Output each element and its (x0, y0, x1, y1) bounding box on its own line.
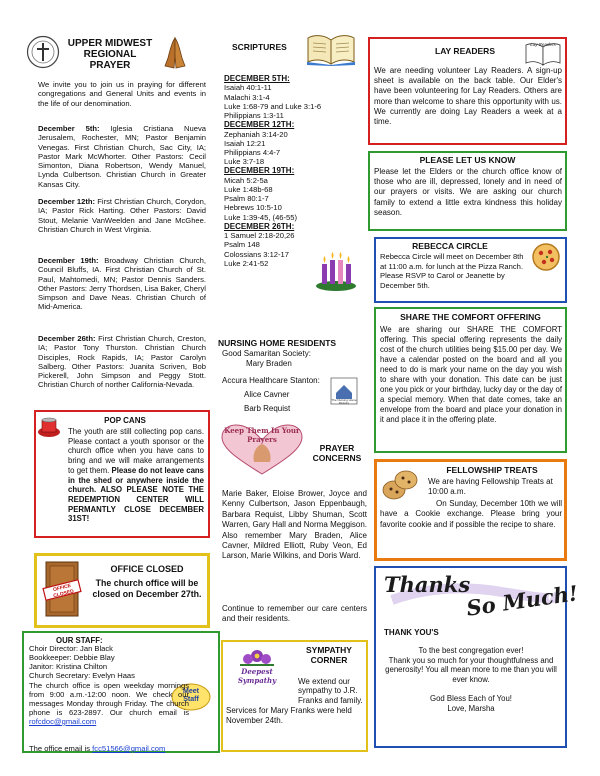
prayer-title-3: PRAYER (89, 60, 131, 72)
staff-title: OUR STAFF: (56, 636, 103, 645)
office-email-link[interactable]: fcc51566@gmail.com (92, 744, 166, 753)
lay-readers-title: LAY READERS (435, 46, 495, 56)
pizza-icon (530, 242, 562, 272)
prayer-title-1: UPPER MIDWEST (67, 38, 153, 49)
pop-cans-text: The youth are still collecting pop cans. Please contact a youth sponsor or the church office when you have cans to bring and we will make arrangements to get them. Please do not leave cans in the shed or anywhere inside the church. ALSO PLEASE NOTE THE REDEMPTION CENTER WILL PERMANTLY CLOSE DECEMBER 31ST! (68, 427, 205, 524)
scripture-ref: Malachi 3:1-4 (224, 92, 270, 102)
keep-them-caption: Keep Them In Your Prayers (224, 426, 300, 444)
prayer-title-2: REGIONAL (83, 49, 137, 61)
office-closed-title: OFFICE CLOSED (110, 564, 184, 574)
scripture-ref: Philippians 4:4-7 (224, 148, 281, 158)
scripture-ref: Colossians 3:12-17 (224, 249, 290, 259)
scripture-ref: Isaiah 40:1-11 (224, 83, 272, 93)
lay-readers-text: We are needing volunteer Lay Readers. A sign-up sheet is available on the back table. Our Elder's have been volunteering for Lay Readers. Others are more than welcome to share this opportunity with us. We currently are doing Lay Readers a week at a time. (374, 66, 562, 127)
scripture-ref: Psalm 80:1-7 (224, 194, 269, 204)
staff-list (29, 645, 199, 681)
rebecca-circle-text: Rebecca Circle will meet on December 8th at 11:00 a.m. for lunch at the Pizza Ranch. Please RSVP to Carol or Jeanette by December 5th. (380, 252, 524, 290)
prayer-entry-2: December 12th: First Christian Church, Corydon, IA; Pastor Rick Harting. Other Pastors: David Stout, Melanie VanWeelden and Jane McGhee. Christian Church in West Virginia. (38, 197, 206, 234)
advent-candles-icon (314, 248, 358, 292)
church-email-link[interactable]: rofcdoc@gmail.com (29, 717, 97, 726)
nursing-resident: Alice Cavner (244, 390, 290, 399)
thanks-script-2: So Much! (464, 580, 580, 621)
prayer-intro: We invite you to join us in praying for different congregations and General Units and events in the life of our denomination. (38, 80, 206, 108)
prayer-entry-3: December 19th: Broadway Christian Church, Council Bluffs, IA. First Christian Church of St. Paul, Mahtomedi, MN; Pastor Dennis Sanders. Other Pastors: Jerry Thordsen, Lisa Baker, Cheryl Simpson and Dave Neas. Christian Church of Mid-America. (38, 256, 206, 312)
prayer-date: December 12th: (38, 197, 96, 206)
thanks-title: THANK YOU'S (384, 628, 439, 637)
scripture-ref: Hebrews 10:5-10 (224, 203, 282, 213)
prayer-concerns-note: Continue to remember our care centers and their residents. (222, 604, 367, 624)
scripture-date: DECEMBER 5TH: (224, 74, 290, 83)
staff-member: Bookkeeper: Debbie Blay (29, 652, 115, 662)
meet-staff-badge-text: Meet Staff (183, 688, 199, 703)
let-us-know-title: PLEASE LET US KNOW (419, 155, 516, 165)
prayer-entry-1: December 5th: Iglesia Cristiana Nueva Jerusalem, Rochester, MN; Pastor Benjamin Venegas. First Christian Church, Sac City, IA; Pastor Mark McWhorter. Other Pastors: Cecil Simonton, Diana Robertson, Wendy Manuel, Lynda Culbertson. Christian Church in Greater Kansas City. (38, 124, 206, 189)
nursing-place-1: Good Samaritan Society: (222, 349, 311, 358)
scripture-date: DECEMBER 26TH: (224, 221, 295, 231)
scripture-ref: Luke 1:68-79 and Luke 3:1-6 (224, 101, 322, 111)
staff-office-info: The church office is open weekday mornings from 9:00 a.m.-12:00 noon. We check our messages Monday through Friday. The church phone is 623-2897. Our church email is rofcdoc@gmail.com (29, 681, 189, 726)
scripture-date: DECEMBER 12TH: (224, 120, 295, 130)
comfort-text: We are sharing our SHARE THE COMFORT offering. This special offering represents the daily cost of the church utilities being $15.00 per day. We have a calendar posted on the board and all you need to do is mark your name on the day you wish to share with your donation. This date can be just one you pick or your birthday, lucky day or the day of a special memory. When that date comes, take an envelope from the board and place your donation in it and place it in the offering plate. (380, 325, 562, 424)
church-seal-icon (26, 35, 60, 69)
scripture-ref: Micah 5:2-5a (224, 175, 268, 185)
scripture-ref: 1 Samuel 2:18-20,26 (224, 231, 295, 241)
prayer-date: December 26th: (38, 334, 96, 343)
fellowship-text-2: On Sunday, December 10th we will have a Cookie exchange. Please bring your favorite cookie and if possible the recipe to share. (380, 499, 562, 529)
prayer-concerns-names: Marie Baker, Eloise Brower, Joyce and Kenny Culbertson, Jason Eppenbaugh, Barbara Requist, Libby Shuman, Scott Warren, Gary Hall and Norma Meggison. Also remember Mary Braden, Alice Cavner, Mildred Elliott, Ruby Veon, Ed Larson, Marie Wilkins, and Doris Ward. (222, 489, 367, 561)
prayer-concerns-title: PRAYER CONCERNS (312, 443, 362, 463)
nursing-title: NURSING HOME RESIDENTS (218, 338, 337, 348)
scripture-ref: Zephaniah 3:14-20 (224, 129, 288, 139)
sympathy-text: We extend our sympathy to J.R. Franks and family. Services for Mary Franks were held November 24th. (226, 677, 363, 725)
scripture-ref: Luke 1:48b-68 (224, 185, 273, 195)
scripture-ref: Luke 2:41-52 (224, 258, 269, 268)
office-closed-sign: OFFICE CLOSED (52, 582, 75, 599)
comfort-title: SHARE THE COMFORT OFFERING (400, 312, 541, 322)
praying-hands-icon (160, 36, 190, 70)
rebecca-circle-title: REBECCA CIRCLE (412, 241, 488, 251)
staff-member: Choir Director: Jan Black (29, 644, 113, 653)
scripture-ref: Psalm 148 (224, 240, 260, 250)
staff-office-email: The office email is fcc51566@gmail.com (29, 744, 166, 753)
recycle-can-icon (36, 414, 62, 438)
scriptures-list (224, 74, 339, 268)
let-us-know-text: Please let the Elders or the church office know of those who are ill, depressed, lonely and in need of our prayers or visits. We are asking our church family to extend a little extra kindness this holiday season. (374, 167, 562, 217)
scripture-ref: Luke 1:39-45, (46-55) (224, 212, 298, 222)
scripture-ref: Isaiah 12:21 (224, 138, 266, 148)
office-closed-text: The church office will be closed on December 27th. (92, 578, 202, 599)
scripture-ref: Luke 3:7-18 (224, 157, 265, 167)
scripture-ref: Philippians 1:3-11 (224, 111, 284, 121)
nursing-resident: Mary Braden (246, 359, 292, 368)
prayer-date: December 5th: (38, 124, 100, 133)
staff-member: Janitor: Kristina Chilton (29, 661, 108, 671)
staff-member: Church Secretary: Evelyn Haas (29, 670, 135, 680)
fellowship-title: FELLOWSHIP TREATS (446, 465, 538, 475)
lay-readers-icon-text: Lay Readers (530, 42, 556, 47)
pop-cans-title: POP CANS (104, 416, 146, 425)
prayer-entry-4: December 26th: First Christian Church, Creston, IA; Pastor Tony Thurston. Christian Church Disciples, Rock Rapids, IA; Pastor Carolyn Salberg. Other Pastors: Juanita Scriven, Bob Pickerell, John Simpson and Peggy Stott. Christian Church of norther California-Nevada. (38, 334, 207, 390)
sympathy-graphic-text: Deepest Sympathy (237, 667, 277, 685)
fellowship-text-1: We are having Fellowship Treats at 10:00 a.m. (428, 477, 553, 497)
thanks-script-1: Thanks (384, 572, 471, 597)
nursing-resident: Barb Requist (244, 404, 291, 413)
thanks-body: To the best congregation ever! Thank you so much for your thoughtfulness and generosity! You all mean more to me than you will ever know. God Bless Each of You! Love, Marsha (385, 646, 557, 713)
scriptures-title: SCRIPTURES (232, 42, 287, 52)
sympathy-title: SYMPATHY CORNER (306, 645, 352, 665)
open-bible-icon (305, 32, 357, 66)
nursing-place-2: Accura Healthcare Stanton: (222, 376, 320, 385)
prayer-date: December 19th: (38, 256, 99, 265)
nursing-logo-text: The Nursing Home Ministry (331, 398, 357, 406)
cookies-icon (380, 466, 420, 502)
scripture-date: DECEMBER 19TH: (224, 166, 295, 176)
